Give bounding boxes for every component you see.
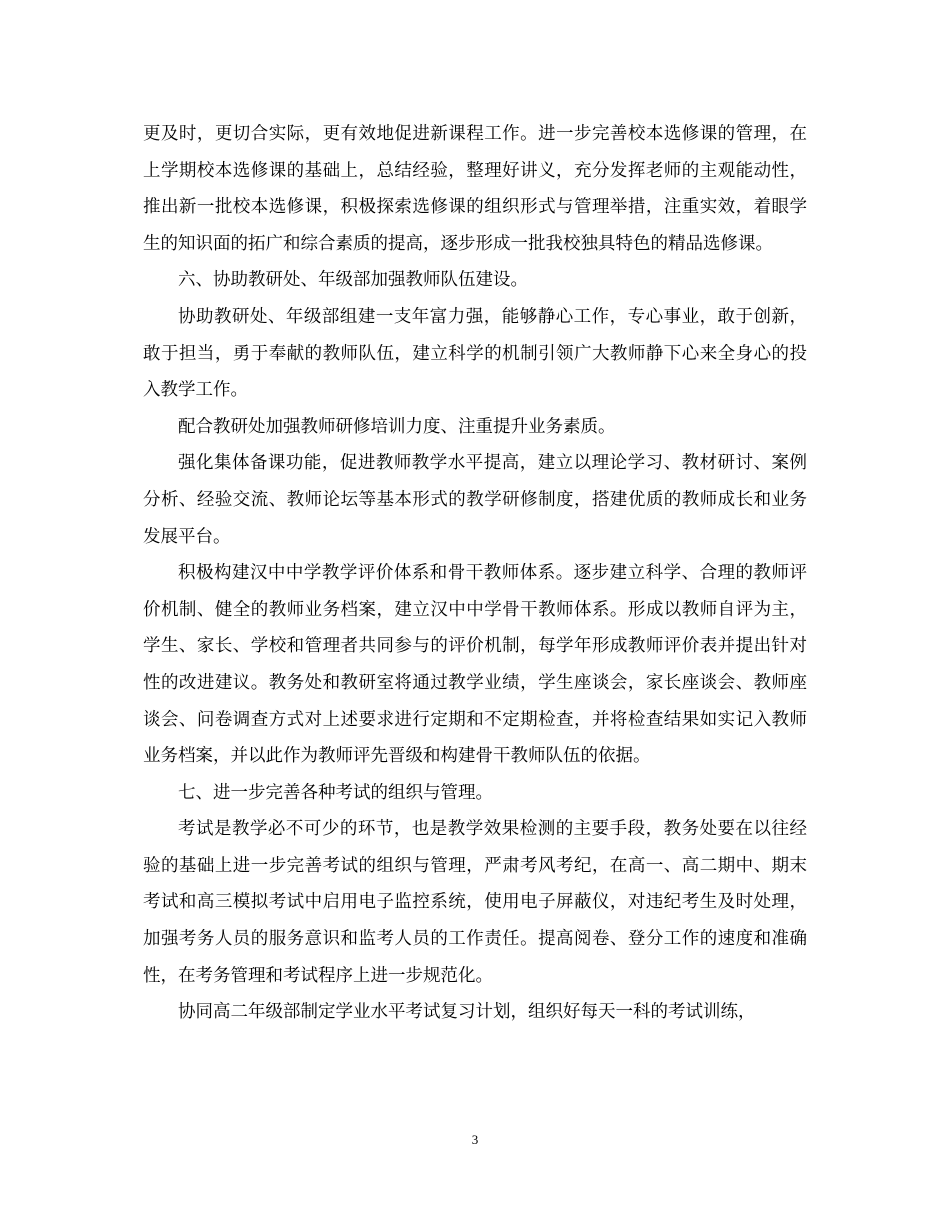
paragraph-exam-management: 考试是教学必不可少的环节，也是教学效果检测的主要手段，教务处要在以往经验的基础上进一步完善考试的组织与管理，严肃考风考纪，在高一、高二期中、期末考试和高三模拟考试中启用电子监控系统，使用电子屏蔽仪，对违纪考生及时处理，加强考务人员的服务意识和监考人员的工作责任。提高阅卷、登分工作的速度和准确性，在考务管理和考试程序上进一步规范化。 xyxy=(143,819,807,986)
paragraph-review-plan: 协同高二年级部制定学业水平考试复习计划，组织好每天一科的考试训练， xyxy=(178,1002,756,1023)
heading-section-seven: 七、进一步完善各种考试的组织与管理。 xyxy=(178,782,493,803)
paragraph-lesson-prep: 强化集体备课功能，促进教师教学水平提高，建立以理论学习、教材研讨、案例分析、经验交流、教师论坛等基本形式的教学研修制度，搭建优质的教师成长和业务发展平台。 xyxy=(143,453,807,547)
paragraph-evaluation-system: 积极构建汉中中学教学评价体系和骨干教师体系。逐步建立科学、合理的教师评价机制、健全的教师业务档案，建立汉中中学骨干教师体系。形成以教师自评为主，学生、家长、学校和管理者共同参与的评价机制，每学年形成教师评价表并提出针对性的改进建议。教务处和教研室将通过教学业绩，学生座谈会，家长座谈会、教师座谈会、问卷调查方式对上述要求进行定期和不定期检查，并将检查结果如实记入教师业务档案，并以此作为教师评先晋级和构建骨干教师队伍的依据。 xyxy=(143,563,807,767)
paragraph-training: 配合教研处加强教师研修培训力度、注重提升业务素质。 xyxy=(178,416,616,437)
document-body xyxy=(143,116,807,1031)
page-number: 3 xyxy=(471,1132,479,1147)
paragraph-course-management: 更及时，更切合实际，更有效地促进新课程工作。进一步完善校本选修课的管理，在上学期校本选修课的基础上，总结经验，整理好讲义，充分发挥老师的主观能动性，推出新一批校本选修课，积极探索选修课的组织形式与管理举措，注重实效，着眼学生的知识面的拓广和综合素质的提高，逐步形成一批我校独具特色的精品选修课。 xyxy=(143,124,807,254)
heading-section-six: 六、协助教研处、年级部加强教师队伍建设。 xyxy=(178,270,528,291)
paragraph-teacher-team: 协助教研处、年级部组建一支年富力强，能够静心工作，专心事业，敢于创新，敢于担当，勇于奉献的教师队伍，建立科学的机制引领广大教师静下心来全身心的投入教学工作。 xyxy=(143,306,807,401)
